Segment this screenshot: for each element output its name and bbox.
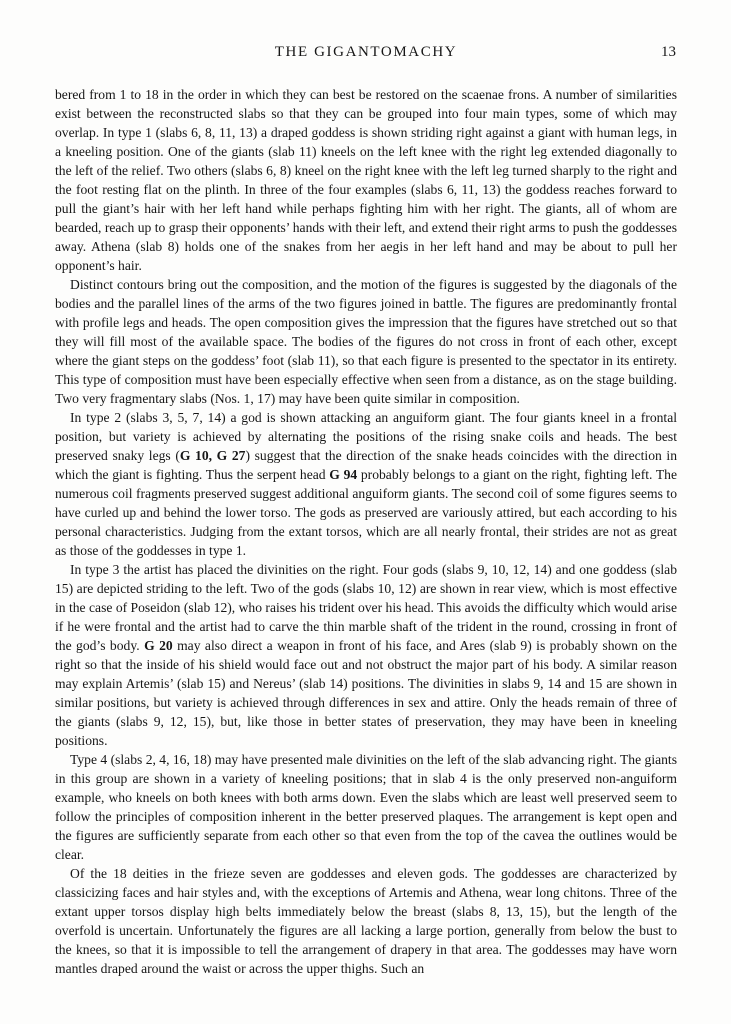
paragraph [55, 750, 677, 864]
catalog-reference-bold: G 20 [144, 638, 173, 653]
text-run: In type 3 the artist has placed the divinities on the right. Four gods (slabs 9, 10, 12, 14) and one goddess (slab 15) are depicted striding to the left. Two of the gods (slabs 10, 12) are shown in rear view, which is most effective in the case of Poseidon (slab 12), who raises his trident over his head. This avoids the difficulty which would arise if he were frontal and the artist had to carve the thin marble shaft of the trident in the round, crossing in front of the god’s body. [55, 562, 677, 653]
text-run: ) suggest that the direction of the snake heads coincides with the direction in which the giant is fighting. Thus the serpent head [55, 448, 677, 482]
running-title: THE GIGANTOMACHY [274, 44, 458, 60]
catalog-reference-bold: G 94 [329, 467, 358, 482]
paragraph [55, 864, 677, 978]
text-run: In type 2 (slabs 3, 5, 7, 14) a god is shown attacking an anguiform giant. The four giants kneel in a frontal position, but variety is achieved by alternating the positions of the rising snake coils and heads. The best preserved snaky legs ( [55, 410, 677, 463]
paragraph [55, 560, 677, 750]
text-run: may also direct a weapon in front of his face, and Ares (slab 9) is probably shown on the right so that the inside of his shield would face out and not obstruct the major part of his body. A similar reason may explain Artemis’ (slab 15) and Nereus’ (slab 14) positions. The divinities in slabs 9, 14 and 15 are shown in similar positions, but variety is achieved through differences in sex and attire. Only the heads remain of three of the giants (slabs 9, 12, 15), but, like those in better states of preservation, they may have been in kneeling positions. [55, 638, 677, 748]
text-run: Type 4 (slabs 2, 4, 16, 18) may have presented male divinities on the left of the slab advancing right. The giants in this group are shown in a variety of kneeling positions; that in slab 4 is the only preserved non-anguiform example, who kneels on both knees with both arms down. Even the slabs which are least well preserved seem to follow the principles of composition inherent in the better preserved plaques. The arrangement is kept open and the figures are sufficiently separate from each other so that even from the top of the cavea the outlines would be clear. [55, 752, 677, 862]
page-header [55, 44, 677, 64]
text-run: probably belongs to a giant on the right, fighting left. The numerous coil fragments preserved suggest additional anguiform giants. The second coil of some figures seems to have curled up and behind the lower torso. The gods as preserved are variously attired, but each according to his personal characteristics. Judging from the extant torsos, which are all nearly frontal, their strides are not as great as those of the goddesses in type 1. [55, 467, 677, 558]
page-body [55, 85, 677, 978]
paragraph [55, 85, 677, 275]
catalog-reference-bold: G 10, G 27 [179, 448, 246, 463]
text-run: Distinct contours bring out the composition, and the motion of the figures is suggested by the diagonals of the bodies and the parallel lines of the arms of the two figures joined in battle. The figures are predominantly frontal with profile legs and heads. The open composition gives the impression that the figures have stretched out so that they will fill most of the available space. The bodies of the figures do not cross in front of each other, except where the giant steps on the goddess’ foot (slab 11), so that each figure is presented to the spectator in its entirety. This type of composition must have been especially effective when seen from a distance, as on the stage building. Two very fragmentary slabs (Nos. 1, 17) may have been quite similar in composition. [55, 277, 677, 406]
text-run: bered from 1 to 18 in the order in which they can best be restored on the scaenae frons. A number of similarities exist between the reconstructed slabs so that they can be grouped into four main types, some of which may overlap. In type 1 (slabs 6, 8, 11, 13) a draped goddess is shown striding right against a giant with human legs, in a kneeling position. One of the giants (slab 11) kneels on the left knee with the right leg extended diagonally to the left of the relief. Two others (slabs 6, 8) kneel on the right knee with the left leg turned sharply to the right and the foot resting flat on the plinth. In three of the four examples (slabs 6, 11, 13) the goddess reaches forward to pull the giant’s hair with her left hand while perhaps fighting him with her right. The giants, all of whom are bearded, reach up to grasp their opponents’ hands with their left, and extend their right arms to push the goddesses away. Athena (slab 8) holds one of the snakes from her aegis in her left hand and may be about to pull her opponent’s hair. [55, 87, 677, 273]
text-run: Of the 18 deities in the frieze seven are goddesses and eleven gods. The goddesses are characterized by classicizing faces and hair styles and, with the exceptions of Artemis and Athena, wear long chitons. Three of the extant upper torsos display high belts immediately below the breast (slabs 8, 13, 15), but the length of the overfold is uncertain. Unfortunately the figures are all lacking a large portion, generally from below the bust to the knees, so that it is impossible to tell the arrangement of drapery in that area. The goddesses may have worn mantles draped around the waist or across the upper thighs. Such an [55, 866, 677, 976]
page-number: 13 [661, 44, 676, 60]
paragraph [55, 408, 677, 560]
paragraph [55, 275, 677, 408]
